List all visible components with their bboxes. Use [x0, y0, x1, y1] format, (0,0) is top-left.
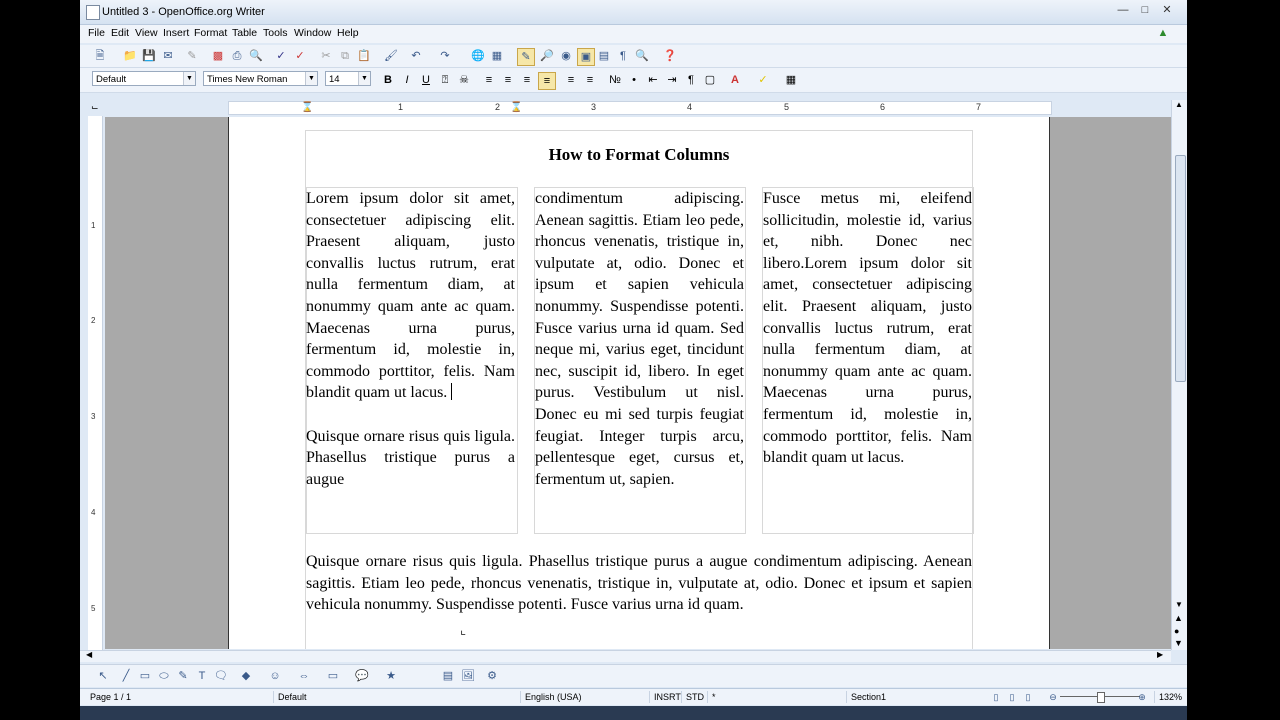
column-marker-icon[interactable]: ⌛	[510, 102, 523, 113]
chevron-down-icon[interactable]: ▼	[305, 72, 317, 85]
chevron-down-icon[interactable]: ▼	[358, 72, 370, 85]
text-tool-icon[interactable]: T	[198, 670, 206, 682]
horizontal-scrollbar[interactable]	[80, 650, 1171, 662]
undo-icon[interactable]: ↶	[411, 50, 421, 62]
single-page-view-icon[interactable]: ▯	[993, 692, 999, 702]
menu-format[interactable]: Format	[194, 27, 228, 39]
document-workspace[interactable]	[105, 117, 1171, 649]
data-sources-icon[interactable]: ▤	[598, 50, 610, 62]
writer-window	[80, 0, 1187, 720]
italic-button[interactable]: I	[405, 74, 409, 86]
select-icon[interactable]: ↖	[98, 670, 108, 682]
navigator-icon[interactable]: ◉	[561, 50, 571, 62]
paste-icon[interactable]: 📋	[357, 50, 371, 62]
strikethrough-icon[interactable]: ⍰	[441, 74, 449, 86]
export-pdf-icon[interactable]: ▩	[212, 50, 224, 62]
gallery-icon[interactable]: ▣	[577, 48, 595, 66]
font-color-icon[interactable]: A	[731, 74, 739, 86]
scroll-up-icon[interactable]: ▲	[1175, 100, 1183, 109]
vertical-ruler	[88, 116, 103, 650]
document-modified: *	[707, 691, 722, 703]
document-icon	[86, 5, 100, 20]
title-bar	[80, 0, 1187, 25]
zoom-icon[interactable]: 🔍	[635, 50, 649, 62]
column-1-paragraph-2[interactable]: Quisque ornare risus quis ligula. Phasellus tristique purus a augue	[306, 427, 515, 488]
callouts-icon[interactable]: 💬	[355, 670, 369, 682]
justify-icon[interactable]: ≡	[538, 72, 556, 90]
freeform-icon[interactable]: ✎	[178, 670, 188, 682]
ruler-mark: 4	[687, 102, 693, 112]
document-page[interactable]	[228, 117, 1050, 649]
stars-icon[interactable]: ★	[386, 670, 396, 682]
next-page-icon[interactable]: ▼	[1174, 638, 1183, 648]
page-style[interactable]: Default	[273, 691, 448, 703]
vruler-mark: 4	[91, 508, 96, 517]
text-area[interactable]	[305, 130, 973, 649]
book-view-icon[interactable]: ▯	[1025, 692, 1031, 702]
find-replace-icon[interactable]: 🔎	[540, 50, 554, 62]
standard-toolbar	[80, 45, 1187, 68]
nonprinting-characters-icon[interactable]: ¶	[620, 50, 626, 62]
ruler-mark: 6	[880, 102, 886, 112]
print-icon[interactable]: ⎙	[232, 50, 242, 62]
vruler-mark: 1	[91, 221, 96, 230]
shadow-icon[interactable]: ☠	[459, 74, 469, 86]
rectangle-icon[interactable]: ▭	[139, 670, 151, 682]
vruler-mark: 3	[91, 412, 96, 421]
page-count: Page 1 / 1	[90, 692, 132, 702]
window-title: Untitled 3 - OpenOffice.org Writer	[102, 6, 265, 18]
full-width-paragraph[interactable]: Quisque ornare risus quis ligula. Phasellus tristique purus a augue condimentum adipiscing. Aenean sagittis. Etiam leo pede, rhoncus venenatis, tristique in, vulputate at, odio. Donec et ipsum et sapien vehicula nonummy. Suspendisse potenti. Fusce varius urna id quam.	[306, 553, 972, 614]
paragraph-format-icon[interactable]: ¶	[688, 74, 694, 86]
navigation-icon[interactable]: ●	[1174, 626, 1180, 636]
spellcheck-icon[interactable]: ✓	[276, 50, 286, 62]
edit-file-icon[interactable]: ✎	[187, 50, 197, 62]
menu-bar	[80, 25, 1187, 43]
column-3[interactable]	[763, 188, 972, 531]
multi-page-view-icon[interactable]: ▯	[1009, 692, 1015, 702]
tab-type-icon[interactable]: ⌙	[91, 102, 99, 112]
minimize-button[interactable]: —	[1117, 4, 1129, 16]
open-icon[interactable]: 📁	[123, 50, 137, 62]
block-arrows-icon[interactable]: ⇔	[298, 670, 310, 682]
previous-page-icon[interactable]: ▲	[1174, 613, 1183, 623]
font-name-select[interactable]	[203, 71, 318, 86]
chevron-down-icon[interactable]: ▼	[183, 72, 195, 85]
ruler-mark: 1	[398, 102, 404, 112]
menu-view[interactable]: View	[135, 27, 158, 39]
align-center-icon[interactable]: ≡	[504, 74, 512, 86]
document-title[interactable]: How to Format Columns	[548, 145, 730, 164]
zoom-out-icon[interactable]: ⊖	[1049, 692, 1057, 702]
decrease-indent-icon[interactable]: ⇤	[648, 74, 658, 86]
increase-indent-icon[interactable]: ⇥	[667, 74, 677, 86]
ruler-mark: 7	[976, 102, 982, 112]
extrusion-icon[interactable]: ⚙	[487, 670, 497, 682]
font-name-value: Times New Roman	[207, 74, 288, 85]
ltr-icon[interactable]: ≡	[567, 74, 575, 86]
menu-help[interactable]: Help	[337, 27, 359, 39]
text-cursor	[451, 383, 452, 400]
save-icon[interactable]: 💾	[142, 50, 156, 62]
line-icon[interactable]: ╱	[122, 670, 130, 682]
background-icon[interactable]: ▢	[704, 74, 716, 86]
help-icon[interactable]: ❓	[663, 50, 677, 62]
paragraph-style-value: Default	[96, 74, 127, 85]
callout-icon[interactable]: 🗨	[214, 670, 228, 682]
menu-insert[interactable]: Insert	[163, 27, 190, 39]
column-2[interactable]	[535, 188, 744, 531]
align-left-icon[interactable]: ≡	[485, 74, 493, 86]
column-1-paragraph-1[interactable]: Lorem ipsum dolor sit amet, consectetuer adipiscing elit. Praesent aliquam, justo convallis luctus rutrum, erat nulla fermentum diam, at nonummy quam ante ac quam. Maecenas urna purus, fermentum id, molestie in, commodo porttitor, felis. Nam blandit quam ut lacus.	[306, 190, 515, 402]
ruler-strip[interactable]	[228, 101, 1052, 115]
align-right-icon[interactable]: ≡	[523, 74, 531, 86]
horizontal-ruler	[80, 100, 1187, 116]
basic-shapes-icon[interactable]: ◆	[241, 670, 251, 682]
hyperlink-icon[interactable]: 🌐	[471, 50, 485, 62]
new-document-icon[interactable]: 🗎	[95, 50, 105, 62]
ellipse-icon[interactable]: ⬭	[159, 670, 169, 682]
menu-edit[interactable]: Edit	[111, 27, 130, 39]
insert-mode[interactable]: INSRT	[649, 691, 680, 703]
taskbar	[80, 706, 1187, 720]
ruler-mark: 2	[495, 102, 501, 112]
column-1[interactable]	[306, 188, 515, 531]
zoom-slider[interactable]	[1097, 692, 1105, 703]
close-button[interactable]: ✕	[1162, 4, 1172, 16]
numbering-icon[interactable]: №	[609, 74, 621, 86]
symbol-shapes-icon[interactable]: ☺	[269, 670, 281, 682]
menu-window[interactable]: Window	[294, 27, 332, 39]
scroll-down-icon[interactable]: ▼	[1175, 600, 1183, 609]
font-size-select[interactable]	[325, 71, 371, 86]
vruler-mark: 5	[91, 604, 96, 613]
zoom-in-icon[interactable]: ⊕	[1138, 692, 1146, 702]
scroll-thumb[interactable]	[1175, 155, 1186, 382]
scroll-left-icon[interactable]: ◀	[86, 650, 93, 659]
indent-marker-icon[interactable]: ⌛	[301, 102, 314, 113]
section-name: Section1	[846, 691, 981, 703]
font-size-value: 14	[329, 74, 340, 85]
paragraph-style-select[interactable]	[92, 71, 196, 86]
rtl-icon[interactable]: ≡	[586, 74, 594, 86]
table-icon[interactable]: ▦	[491, 50, 503, 62]
maximize-button[interactable]: □	[1141, 4, 1149, 16]
insert-image-icon[interactable]: 🖼	[461, 670, 475, 682]
email-icon[interactable]: ✉	[163, 50, 173, 62]
autospellcheck-icon[interactable]: ✓	[295, 50, 305, 62]
zoom-level[interactable]: 132%	[1154, 691, 1187, 703]
menu-table[interactable]: Table	[232, 27, 258, 39]
ruler-mark: 5	[784, 102, 790, 112]
menu-tools[interactable]: Tools	[263, 27, 288, 39]
vertical-scrollbar[interactable]	[1171, 100, 1187, 650]
redo-icon[interactable]: ↷	[440, 50, 450, 62]
column-2-text[interactable]: condimentum adipiscing. Aenean sagittis. Etiam leo pede, rhoncus venenatis, tristique in, vulputate at, odio. Donec et ipsum et sapien vehicula nonummy. Suspendisse potenti. Fusce varius urna id quam. Sed neque mi, varius eget, tincidunt nec, suscipit id, libero. In eget purus. Vestibulum ut nisl. Donec eu mi sed turpis feugiat feugiat. Integer turpis arcu, pellentesque eget, cursus et, fermentum ut, sapien.	[535, 190, 744, 488]
format-paintbrush-icon[interactable]: 🖌	[384, 50, 398, 62]
fontwork-icon[interactable]: ▤	[442, 670, 454, 682]
print-preview-icon[interactable]: 🔍	[249, 50, 263, 62]
cut-icon[interactable]: ✂	[321, 50, 331, 62]
status-bar	[80, 688, 1187, 705]
selection-mode[interactable]: STD	[681, 691, 706, 703]
update-icon[interactable]: ▲	[1157, 27, 1169, 39]
bold-button[interactable]: B	[384, 74, 392, 86]
paragraph-background-icon[interactable]: ▦	[785, 74, 797, 86]
flowchart-icon[interactable]: ▭	[327, 670, 339, 682]
menu-file[interactable]: File	[88, 27, 105, 39]
underline-button[interactable]: U	[422, 74, 430, 86]
highlighting-icon[interactable]: ✓	[758, 74, 768, 86]
copy-icon[interactable]: ⧉	[341, 50, 349, 62]
bullets-icon[interactable]: •	[632, 74, 636, 86]
vruler-mark: 2	[91, 316, 96, 325]
column-3-text[interactable]: Fusce metus mi, eleifend sollicitudin, molestie id, varius et, nibh. Donec nec libero.Lorem ipsum dolor sit amet, consectetuer adipiscing elit. Praesent aliquam, justo convallis luctus rutrum, erat nulla fermentum diam, at nonummy quam ante ac quam. Maecenas urna purus, fermentum id, molestie in, commodo porttitor, felis. Nam blandit quam ut lacus.	[763, 190, 972, 467]
show-draw-functions-icon[interactable]: ✎	[517, 48, 535, 66]
drawing-toolbar	[80, 664, 1187, 687]
scroll-right-icon[interactable]: ▶	[1157, 650, 1164, 659]
ruler-mark: 3	[591, 102, 597, 112]
i-beam-cursor-icon: ⌞	[460, 622, 467, 637]
language[interactable]: English (USA)	[520, 691, 645, 703]
